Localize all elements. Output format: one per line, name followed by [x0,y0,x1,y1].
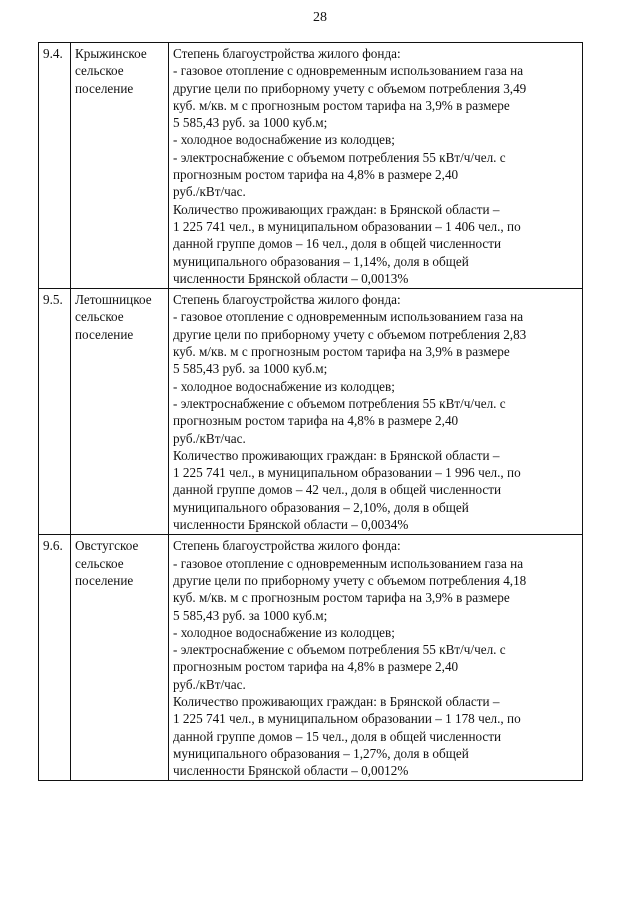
description-line: муниципального образования – 2,10%, доля в общей [173,499,469,515]
housing-description [169,43,583,289]
description-line: - газовое отопление с одновременным использованием газа на [173,309,524,325]
description-line: - холодное водоснабжение из колодцев; [173,378,395,394]
description-line: Количество проживающих граждан: в Брянской области – [173,693,500,709]
description-line: Степень благоустройства жилого фонда: [173,46,401,61]
description-line: 1 225 741 чел., в муниципальном образовании – 1 996 чел., по [173,465,521,481]
row-number: 9.6. [39,535,71,781]
description-line: другие цели по приборному учету с объемом потребления 3,49 [173,80,527,96]
description-line: 5 585,43 руб. за 1000 куб.м; [173,361,328,377]
description-line: другие цели по приборному учету с объемом потребления 4,18 [173,572,527,588]
description-line: - холодное водоснабжение из колодцев; [173,624,395,640]
settlement-name-line: сельское [75,309,124,325]
description-line: руб./кВт/час. [173,430,246,446]
description-line: Количество проживающих граждан: в Брянской области – [173,201,500,217]
description-line: - холодное водоснабжение из колодцев; [173,132,395,148]
table-row [39,535,583,781]
page-number: 28 [313,10,327,25]
settlement-name-line: Крыжинское [75,46,147,61]
description-line: 1 225 741 чел., в муниципальном образовании – 1 406 чел., по [173,218,521,234]
description-line: куб. м/кв. м с прогнозным ростом тарифа на 3,9% в размере [173,590,510,606]
row-number: 9.5. [39,289,71,535]
description-line: прогнозным ростом тарифа на 4,8% в размере 2,40 [173,167,459,183]
settlement-name-line: поселение [75,326,134,342]
description-line: 1 225 741 чел., в муниципальном образовании – 1 178 чел., по [173,711,521,727]
description-line: руб./кВт/час. [173,184,246,200]
settlement-name-line: Летошницкое [75,292,152,308]
housing-description [169,535,583,781]
description-line: - газовое отопление с одновременным использованием газа на [173,555,524,571]
settlement-name [71,535,169,781]
housing-description [169,289,583,535]
description-line: - газовое отопление с одновременным использованием газа на [173,63,524,79]
table-row [39,43,583,289]
description-line: руб./кВт/час. [173,676,246,692]
description-line: другие цели по приборному учету с объемом потребления 2,83 [173,326,527,342]
settlement-name-line: поселение [75,572,134,588]
description-line: данной группе домов – 15 чел., доля в общей численности [173,728,502,744]
table-body [39,43,583,781]
description-line: прогнозным ростом тарифа на 4,8% в размере 2,40 [173,659,459,675]
settlement-name-line: сельское [75,555,124,571]
description-line: прогнозным ростом тарифа на 4,8% в размере 2,40 [173,413,459,429]
settlement-name-line: Овстугское [75,538,139,554]
description-line: данной группе домов – 16 чел., доля в общей численности [173,236,502,252]
housing-table [38,42,583,781]
settlement-name-line: поселение [75,80,134,96]
description-line: куб. м/кв. м с прогнозным ростом тарифа на 3,9% в размере [173,344,510,360]
description-line: численности Брянской области – 0,0012% [173,763,409,779]
description-line: - электроснабжение с объемом потребления 55 кВт/ч/чел. с [173,395,506,411]
row-number: 9.4. [39,43,71,289]
description-line: муниципального образования – 1,14%, доля в общей [173,253,469,269]
settlement-name [71,289,169,535]
description-line: Степень благоустройства жилого фонда: [173,538,401,554]
table-row [39,289,583,535]
description-line: куб. м/кв. м с прогнозным ростом тарифа на 3,9% в размере [173,97,510,113]
description-line: муниципального образования – 1,27%, доля в общей [173,745,469,761]
description-line: - электроснабжение с объемом потребления 55 кВт/ч/чел. с [173,149,506,165]
description-line: 5 585,43 руб. за 1000 куб.м; [173,607,328,623]
description-line: - электроснабжение с объемом потребления 55 кВт/ч/чел. с [173,642,506,658]
description-line: численности Брянской области – 0,0013% [173,270,409,286]
settlement-name-line: сельское [75,63,124,79]
description-line: Количество проживающих граждан: в Брянской области – [173,447,500,463]
settlement-name [71,43,169,289]
description-line: 5 585,43 руб. за 1000 куб.м; [173,115,328,131]
description-line: Степень благоустройства жилого фонда: [173,292,401,308]
description-line: численности Брянской области – 0,0034% [173,517,409,533]
description-line: данной группе домов – 42 чел., доля в общей численности [173,482,502,498]
